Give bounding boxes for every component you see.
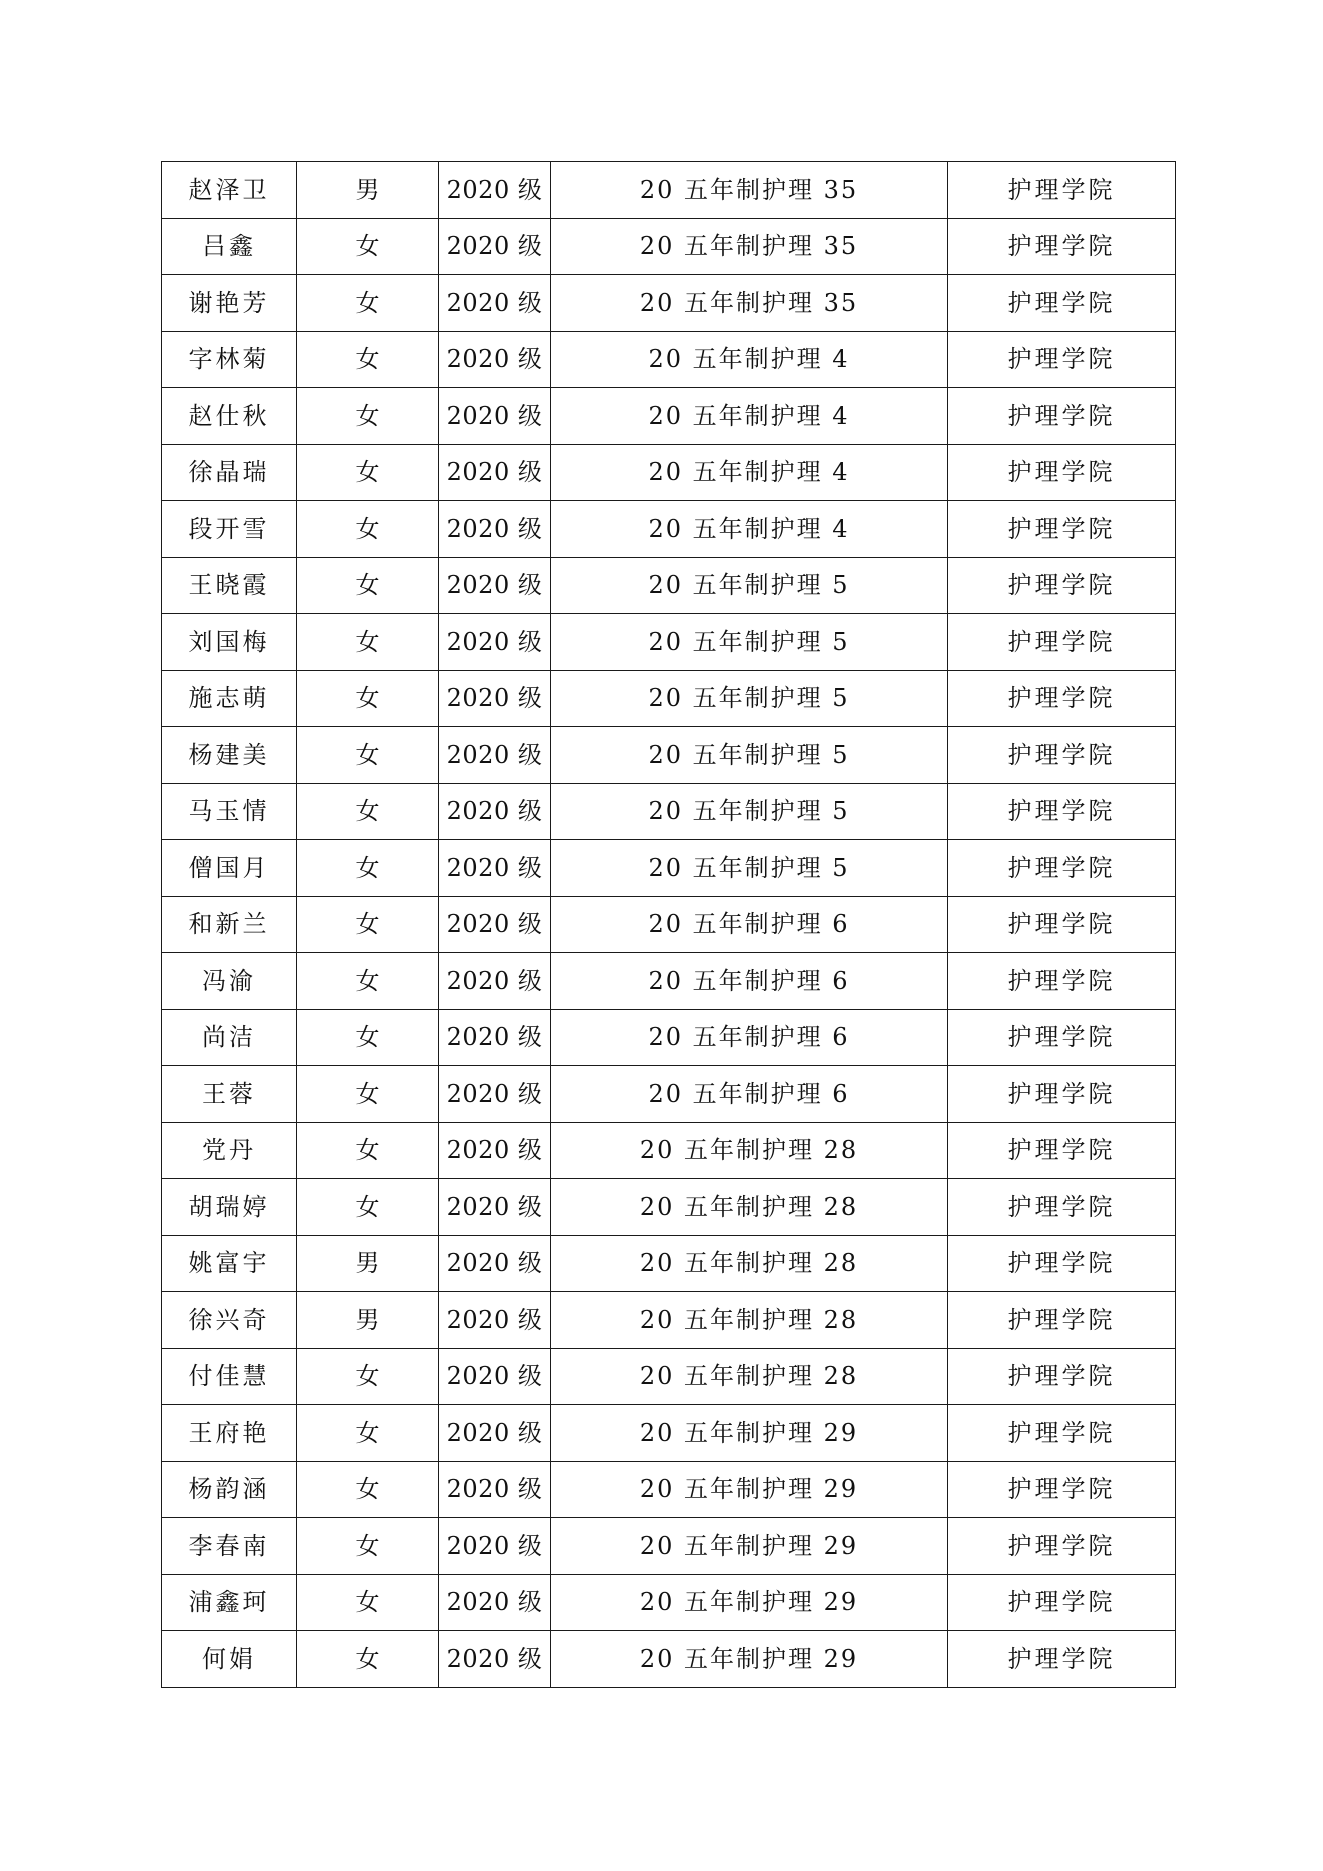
college-cell: 护理学院 [948,388,1176,445]
student-name-cell: 杨建美 [162,727,297,784]
grade-cell: 2020 级 [439,727,551,784]
student-name-cell: 党丹 [162,1122,297,1179]
student-name-cell: 施志萌 [162,670,297,727]
student-name-cell: 冯渝 [162,953,297,1010]
class-cell: 20 五年制护理 29 [551,1405,948,1462]
gender-cell: 女 [297,1009,439,1066]
table-row [162,557,1176,614]
grade-cell: 2020 级 [439,218,551,275]
student-name-cell: 胡瑞婷 [162,1179,297,1236]
grade-cell: 2020 级 [439,953,551,1010]
college-cell: 护理学院 [948,1348,1176,1405]
grade-cell: 2020 级 [439,275,551,332]
student-name-cell: 姚富宇 [162,1235,297,1292]
student-name-cell: 王府艳 [162,1405,297,1462]
table-row [162,783,1176,840]
college-cell: 护理学院 [948,1009,1176,1066]
table-row [162,1405,1176,1462]
table-row [162,840,1176,897]
grade-cell: 2020 级 [439,1461,551,1518]
class-cell: 20 五年制护理 29 [551,1631,948,1688]
grade-cell: 2020 级 [439,670,551,727]
college-cell: 护理学院 [948,953,1176,1010]
class-cell: 20 五年制护理 29 [551,1574,948,1631]
student-name-cell: 字林菊 [162,331,297,388]
gender-cell: 女 [297,331,439,388]
class-cell: 20 五年制护理 6 [551,953,948,1010]
table-row [162,1122,1176,1179]
grade-cell: 2020 级 [439,388,551,445]
grade-cell: 2020 级 [439,1292,551,1349]
grade-cell: 2020 级 [439,840,551,897]
grade-cell: 2020 级 [439,1009,551,1066]
class-cell: 20 五年制护理 5 [551,727,948,784]
class-cell: 20 五年制护理 28 [551,1179,948,1236]
gender-cell: 男 [297,162,439,219]
class-cell: 20 五年制护理 4 [551,444,948,501]
grade-cell: 2020 级 [439,1235,551,1292]
class-cell: 20 五年制护理 28 [551,1122,948,1179]
college-cell: 护理学院 [948,444,1176,501]
class-cell: 20 五年制护理 6 [551,896,948,953]
college-cell: 护理学院 [948,1179,1176,1236]
table-row [162,670,1176,727]
college-cell: 护理学院 [948,1631,1176,1688]
student-roster-table [161,161,1176,1688]
student-name-cell: 和新兰 [162,896,297,953]
table-row [162,1631,1176,1688]
student-name-cell: 赵仕秋 [162,388,297,445]
student-name-cell: 赵泽卫 [162,162,297,219]
gender-cell: 女 [297,1179,439,1236]
table-row [162,275,1176,332]
grade-cell: 2020 级 [439,1405,551,1462]
grade-cell: 2020 级 [439,1631,551,1688]
grade-cell: 2020 级 [439,614,551,671]
table-row [162,953,1176,1010]
gender-cell: 男 [297,1235,439,1292]
gender-cell: 女 [297,1461,439,1518]
table-row [162,1518,1176,1575]
gender-cell: 女 [297,1631,439,1688]
gender-cell: 女 [297,388,439,445]
table-row [162,1348,1176,1405]
college-cell: 护理学院 [948,896,1176,953]
student-name-cell: 何娟 [162,1631,297,1688]
student-name-cell: 僧国月 [162,840,297,897]
student-name-cell: 付佳慧 [162,1348,297,1405]
class-cell: 20 五年制护理 6 [551,1066,948,1123]
student-name-cell: 马玉情 [162,783,297,840]
table-row [162,1574,1176,1631]
class-cell: 20 五年制护理 5 [551,783,948,840]
grade-cell: 2020 级 [439,1122,551,1179]
table-row [162,1292,1176,1349]
table-row [162,1461,1176,1518]
college-cell: 护理学院 [948,501,1176,558]
gender-cell: 女 [297,614,439,671]
roster-table-body [162,162,1176,1688]
student-name-cell: 刘国梅 [162,614,297,671]
class-cell: 20 五年制护理 5 [551,670,948,727]
college-cell: 护理学院 [948,1235,1176,1292]
student-name-cell: 徐兴奇 [162,1292,297,1349]
grade-cell: 2020 级 [439,783,551,840]
gender-cell: 女 [297,670,439,727]
college-cell: 护理学院 [948,275,1176,332]
class-cell: 20 五年制护理 28 [551,1292,948,1349]
college-cell: 护理学院 [948,727,1176,784]
class-cell: 20 五年制护理 35 [551,218,948,275]
class-cell: 20 五年制护理 4 [551,501,948,558]
gender-cell: 女 [297,840,439,897]
gender-cell: 女 [297,1574,439,1631]
student-name-cell: 杨韵涵 [162,1461,297,1518]
grade-cell: 2020 级 [439,557,551,614]
grade-cell: 2020 级 [439,1179,551,1236]
college-cell: 护理学院 [948,331,1176,388]
college-cell: 护理学院 [948,218,1176,275]
grade-cell: 2020 级 [439,1574,551,1631]
gender-cell: 女 [297,953,439,1010]
gender-cell: 男 [297,1292,439,1349]
table-row [162,1179,1176,1236]
college-cell: 护理学院 [948,1574,1176,1631]
gender-cell: 女 [297,501,439,558]
class-cell: 20 五年制护理 29 [551,1461,948,1518]
college-cell: 护理学院 [948,1518,1176,1575]
grade-cell: 2020 级 [439,1518,551,1575]
class-cell: 20 五年制护理 5 [551,840,948,897]
college-cell: 护理学院 [948,840,1176,897]
gender-cell: 女 [297,727,439,784]
gender-cell: 女 [297,1066,439,1123]
table-row [162,727,1176,784]
college-cell: 护理学院 [948,1461,1176,1518]
class-cell: 20 五年制护理 4 [551,331,948,388]
college-cell: 护理学院 [948,614,1176,671]
student-name-cell: 段开雪 [162,501,297,558]
college-cell: 护理学院 [948,783,1176,840]
table-row [162,331,1176,388]
table-row [162,614,1176,671]
student-name-cell: 李春南 [162,1518,297,1575]
student-name-cell: 谢艳芳 [162,275,297,332]
class-cell: 20 五年制护理 5 [551,614,948,671]
gender-cell: 女 [297,218,439,275]
class-cell: 20 五年制护理 5 [551,557,948,614]
student-name-cell: 王晓霞 [162,557,297,614]
grade-cell: 2020 级 [439,162,551,219]
gender-cell: 女 [297,1518,439,1575]
class-cell: 20 五年制护理 35 [551,162,948,219]
table-row [162,1066,1176,1123]
grade-cell: 2020 级 [439,1066,551,1123]
class-cell: 20 五年制护理 35 [551,275,948,332]
college-cell: 护理学院 [948,162,1176,219]
gender-cell: 女 [297,557,439,614]
table-row [162,388,1176,445]
grade-cell: 2020 级 [439,896,551,953]
gender-cell: 女 [297,1122,439,1179]
gender-cell: 女 [297,444,439,501]
grade-cell: 2020 级 [439,444,551,501]
gender-cell: 女 [297,783,439,840]
college-cell: 护理学院 [948,1292,1176,1349]
table-row [162,1009,1176,1066]
grade-cell: 2020 级 [439,1348,551,1405]
gender-cell: 女 [297,1405,439,1462]
college-cell: 护理学院 [948,1066,1176,1123]
class-cell: 20 五年制护理 6 [551,1009,948,1066]
student-name-cell: 浦鑫珂 [162,1574,297,1631]
class-cell: 20 五年制护理 28 [551,1235,948,1292]
class-cell: 20 五年制护理 4 [551,388,948,445]
table-row [162,218,1176,275]
table-row [162,1235,1176,1292]
college-cell: 护理学院 [948,670,1176,727]
student-name-cell: 吕鑫 [162,218,297,275]
gender-cell: 女 [297,1348,439,1405]
gender-cell: 女 [297,275,439,332]
student-name-cell: 徐晶瑞 [162,444,297,501]
table-row [162,501,1176,558]
student-name-cell: 王蓉 [162,1066,297,1123]
table-row [162,896,1176,953]
table-row [162,444,1176,501]
gender-cell: 女 [297,896,439,953]
grade-cell: 2020 级 [439,331,551,388]
class-cell: 20 五年制护理 29 [551,1518,948,1575]
grade-cell: 2020 级 [439,501,551,558]
student-name-cell: 尚洁 [162,1009,297,1066]
college-cell: 护理学院 [948,1122,1176,1179]
table-row [162,162,1176,219]
class-cell: 20 五年制护理 28 [551,1348,948,1405]
college-cell: 护理学院 [948,557,1176,614]
college-cell: 护理学院 [948,1405,1176,1462]
